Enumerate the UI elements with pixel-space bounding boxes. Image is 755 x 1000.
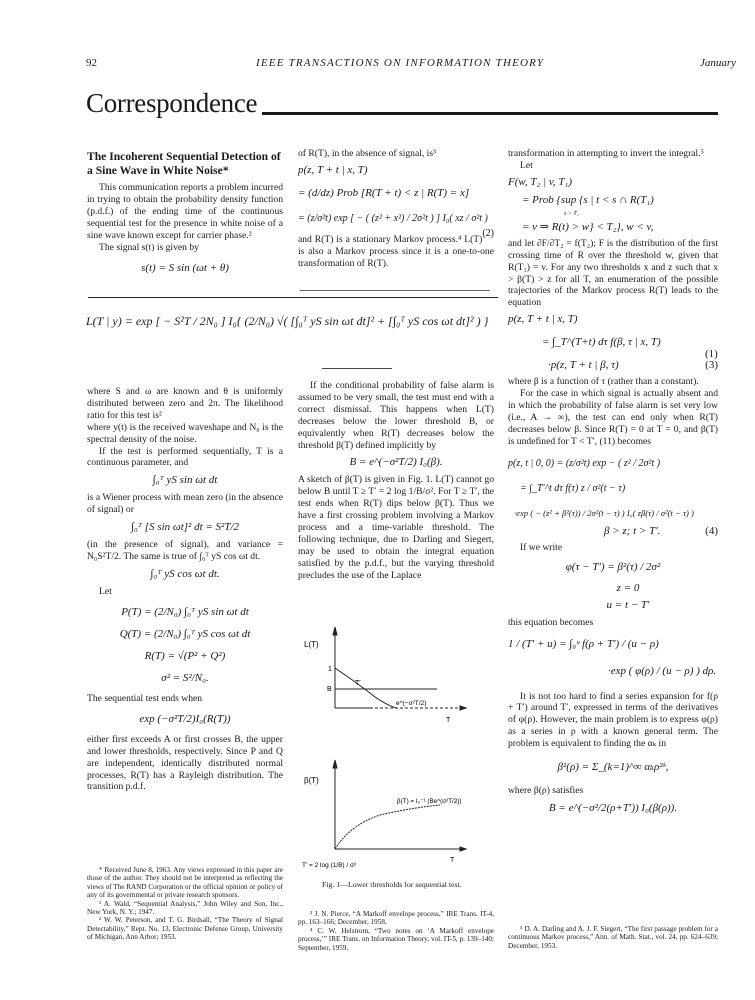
paragraph: Let bbox=[520, 159, 533, 171]
paragraph: If we write bbox=[520, 541, 563, 553]
journal-title: IEEE TRANSACTIONS ON INFORMATION THEORY bbox=[256, 57, 545, 69]
page-number: 92 bbox=[86, 57, 97, 69]
footnote: ² W. W. Peterson, and T. G. Birdsall, “The Theory of Signal Detectability,” Rept. No. 13, Electronic Defense Group, University of Michigan, Ann Arbor; 1953. bbox=[87, 916, 283, 942]
equation-integral-square: ∫₀ᵀ [S sin ωt]² dt = S²T/2 bbox=[130, 521, 240, 534]
equation-3-line-2: = ∫_T^(T+t) dτ f(β, τ | x, T) bbox=[542, 336, 661, 349]
column-1 bbox=[87, 150, 283, 280]
equation-F-line-2: = Prob {sup {s | t < s ∩ R(T₁) bbox=[522, 193, 654, 206]
equation-4-line-4 bbox=[508, 524, 718, 539]
equation-1-number: (1) bbox=[705, 348, 718, 360]
equation-R: R(T) = √(P² + Q²) bbox=[144, 649, 226, 662]
bottom-origin-label: T′ = 2 log (1/B) / σ² bbox=[302, 862, 357, 869]
figure-1 bbox=[300, 625, 495, 880]
equation-B: B = e^(−σ²T/2) I₀(β). bbox=[349, 456, 443, 469]
column-1-continued bbox=[87, 386, 283, 793]
bottom-curve-label: β(T) = I₀⁻¹ (Be^(σ²T/2)) bbox=[397, 798, 462, 805]
paragraph: where S and ω are known and θ is uniformly distributed between zero and 2π. The likelihood ratio for this test is² bbox=[87, 386, 283, 421]
divider bbox=[300, 290, 490, 291]
article-title: The Incoherent Sequential Detection of a Sine Wave in White Noise* bbox=[87, 150, 281, 177]
equation-u: u = t − T′ bbox=[606, 598, 650, 611]
equation-4-line-2: = ∫_T′^t dτ f(τ) z / σ²(t − τ) bbox=[520, 482, 626, 494]
equation-P: P(T) = (2/N₀) ∫₀ᵀ yS sin ωt dt bbox=[121, 605, 249, 618]
equation-z: z = 0 bbox=[616, 581, 640, 594]
paragraph: A sketch of β(T) is given in Fig. 1. L(T) cannot go below B until T ≥ T′ = 2 log 1/B/σ². For T ≥ T′, the test ends when R(T) dips below β(T). Thus we have a first crossing problem involving a Markov process and a time-variable threshold. The following technique, due to Darling and Siegert, may be used to obtain the integral equation satisfied by the p.d.f., but the varying threshold precludes the use of the Laplace bbox=[298, 474, 494, 581]
paragraph: is a Wiener process with mean zero (in the absence of signal) or bbox=[87, 492, 283, 516]
column-3 bbox=[508, 148, 718, 820]
equation-phi: φ(τ − T′) = β²(τ) / 2σ² bbox=[565, 560, 661, 573]
issue-month: January bbox=[700, 57, 737, 69]
equation-F-subscript: s > T₁ bbox=[564, 210, 579, 217]
paragraph: and R(T) is a stationary Markov process.⁴ L(T) is also a Markov process since it is a one-to-one transformation of R(T). bbox=[298, 233, 494, 269]
equation-2-line-1: p(z, T + t | x, T) bbox=[298, 163, 368, 176]
equation-3-line-3 bbox=[508, 358, 718, 373]
equation-Q: Q(T) = (2/N₀) ∫₀ᵀ yS cos ωt dt bbox=[119, 627, 251, 640]
paragraph: If the conditional probability of false alarm is assumed to be very small, the test must end with a correct dismissal. This happens when L(T) decreases below the lower threshold B, or equivalently when R(T) decreases below the threshold β(T) defined implicitly by bbox=[298, 380, 494, 451]
column-2-continued bbox=[298, 380, 494, 582]
paragraph: Let bbox=[99, 585, 112, 597]
paragraph: The signal s(t) is given by bbox=[99, 241, 199, 253]
paragraph: where β is a function of τ (rather than a constant). bbox=[508, 376, 699, 388]
divider bbox=[322, 368, 392, 369]
bottom-xlabel: T bbox=[450, 857, 455, 864]
figure-1-plots bbox=[300, 625, 495, 875]
footnote: ³ J. N. Pierce, “A Markoff envelope process,” IRE Trans. IT-4, pp. 163–166; December, 1958. bbox=[298, 910, 494, 927]
paragraph: either first exceeds A or first crosses B, the upper and lower thresholds, respectively. Since P and Q are independent, identically distributed normal processes, R(T) has a Rayleigh distribution. The transition p.d.f. bbox=[87, 733, 283, 793]
equation-2-line-2: = (d/dz) Prob [R(T + t) < z | R(T) = x] bbox=[298, 186, 470, 199]
paragraph: where y(t) is the received waveshape and N₀ is the spectral density of the noise. bbox=[87, 421, 283, 445]
footnote: ¹ A. Wald, “Sequential Analysis,” John Wiley and Son, Inc., New York, N. Y.; 1947. bbox=[87, 899, 283, 917]
paragraph: For the case in which signal is actually absent and in which the probability of false alarm is set very low (i.e., A → ∞), the test can end only when R(T) decreases below β. Since R(T) = 0 at T = 0, and β(T) is undefined for T < T′, (11) becomes bbox=[508, 388, 718, 447]
paragraph: transformation in attempting to invert the integral.⁵ bbox=[508, 148, 704, 159]
equation-5-line-2: ·exp ( φ(ρ) / (u − ρ) ) dρ. bbox=[608, 664, 717, 677]
top-curve-label: e^(−σ²T/2) bbox=[396, 700, 427, 707]
paragraph: It is not too hard to find a series expansion for f(ρ + T′) around T′, expressed in terms of the derivatives of φ(ρ). However, the main problem is to express φ(ρ) as a series in ρ with a known general term. The problem is equivalent to finding the αₖ in bbox=[508, 690, 718, 750]
section-title: Correspondence bbox=[86, 88, 258, 118]
footnote: ⁵ D. A. Darling and A. J. F. Siegert, “The first passage problem for a continuous Markov process,” Ann. of Math. Stat., vol. 24, pp. 624–639; December, 1953. bbox=[508, 925, 718, 950]
paragraph: where β(ρ) satisfies bbox=[508, 785, 584, 797]
equation-integral-sin: ∫₀ᵀ yS sin ωt dt bbox=[152, 474, 218, 487]
equation-4-line-1: p(z, t | 0, 0) = (z/σ²t) exp − ( z² / 2σ²t ) bbox=[508, 457, 661, 469]
equation-F-line-1: F(w, T₂ | v, T₁) bbox=[508, 175, 573, 188]
paragraph: The sequential test ends when bbox=[87, 692, 203, 704]
paragraph: and let ∂F/∂T₂ = f(T₂); F is the distribution of the first crossing time of R over the threshold w, given that R(T₁) = v. For any two thresholds x and z such that x > β(T) > z for all T, an enumeration of the possible trajectories of the Markov process R(T) leads to the equation bbox=[508, 237, 718, 309]
equation-3-line-1: p(z, T + t | x, T) bbox=[508, 313, 578, 326]
equation-2-expression: = (z/σ²t) exp [ − ( (z² + x²) / 2σ²t ) ] I₀( xz / σ²t ) bbox=[298, 212, 488, 224]
equation-4-condition: β > z; t > T′. bbox=[604, 524, 661, 537]
footnote: ⁴ C. W. Helstrom, “Two notes on ‘A Markoff envelope process,’” IRE Trans. on Information Theory, vol. IT-5, p. 139–140; September, 1959. bbox=[298, 926, 494, 952]
equation-1: L(T | y) = exp [ − S²T / 2N₀ ] I₀{ (2/N₀) √( [∫₀ᵀ yS sin ωt dt]² + [∫₀ᵀ yS cos ωt dt]² ) } bbox=[86, 314, 489, 328]
top-tick-B: B bbox=[327, 686, 332, 693]
equation-3-number: (3) bbox=[705, 359, 718, 372]
footnotes-column-2 bbox=[298, 910, 494, 952]
figure-caption: Fig. 1—Lower thresholds for sequential test. bbox=[322, 880, 462, 889]
equation-2-line-3 bbox=[298, 211, 494, 239]
divider bbox=[88, 297, 498, 298]
top-point-label: T′ bbox=[355, 680, 361, 687]
equation-signal: s(t) = S sin (ωt + θ) bbox=[141, 262, 229, 275]
bottom-ylabel: β(T) bbox=[304, 776, 319, 785]
paragraph: (in the presence of signal), and variance = N₀S²T/2. The same is true of ∫₀ᵀ yS cos ωt dt. bbox=[87, 539, 283, 563]
footnote: * Received June 8, 1963. Any views expressed in this paper are those of the author. They should not be interpreted as reflecting the views of The RAND Corporation or the official opinion or policy of any of its governmental or private research sponsors. bbox=[87, 866, 283, 900]
paragraph: of R(T), in the absence of signal, is³ bbox=[298, 148, 436, 159]
equation-integral-cos: ∫₀ᵀ yS cos ωt dt. bbox=[150, 567, 220, 580]
equation-exp: exp (−σ²T/2)I₀(R(T)) bbox=[139, 712, 231, 725]
equation-series: β²(ρ) = Σ_(k=1)^∞ αₖρ²ᵏ, bbox=[557, 761, 669, 774]
equation-B-final: B = e^(−σ²/2(ρ+T′)) I₀(β(ρ)). bbox=[548, 801, 678, 814]
section-rule bbox=[262, 112, 718, 115]
paragraph: This communication reports a problem incurred in trying to obtain the probability density function (p.d.f.) of the ending time of the continuous sequential test for the presence in white noise of a sine wave known except for carrier phase.² bbox=[87, 182, 283, 241]
top-ylabel: L(T) bbox=[304, 640, 319, 649]
paragraph: If the test is performed sequentially, T is a continuous parameter, and bbox=[87, 445, 283, 469]
footnotes-column-3 bbox=[508, 925, 718, 950]
column-2 bbox=[298, 148, 494, 270]
equation-2-number: (2) bbox=[482, 227, 494, 239]
equation-sigma: σ² = S²/N₀. bbox=[161, 671, 209, 684]
equation-4-number: (4) bbox=[705, 524, 718, 537]
footnotes-column-1 bbox=[87, 866, 283, 942]
equation-3-expression: ·p(z, T + t | β, τ) bbox=[548, 359, 619, 372]
equation-F-line-3: = v ⇒ R(t) > w} < T₂}, w < v, bbox=[522, 220, 654, 233]
top-xlabel: T bbox=[446, 717, 451, 724]
equation-5-line-1: 1 / (T′ + u) = ∫₀ᵘ f(ρ + T′) / (u − ρ) bbox=[508, 637, 659, 650]
equation-4-line-3: ·exp ( − (z² + β²(τ)) / 2σ²(t − τ) ) I₀( zβ(τ) / σ²(t − τ) ) bbox=[514, 507, 694, 518]
paragraph: this equation becomes bbox=[508, 616, 594, 628]
top-tick-1: 1 bbox=[328, 666, 332, 673]
